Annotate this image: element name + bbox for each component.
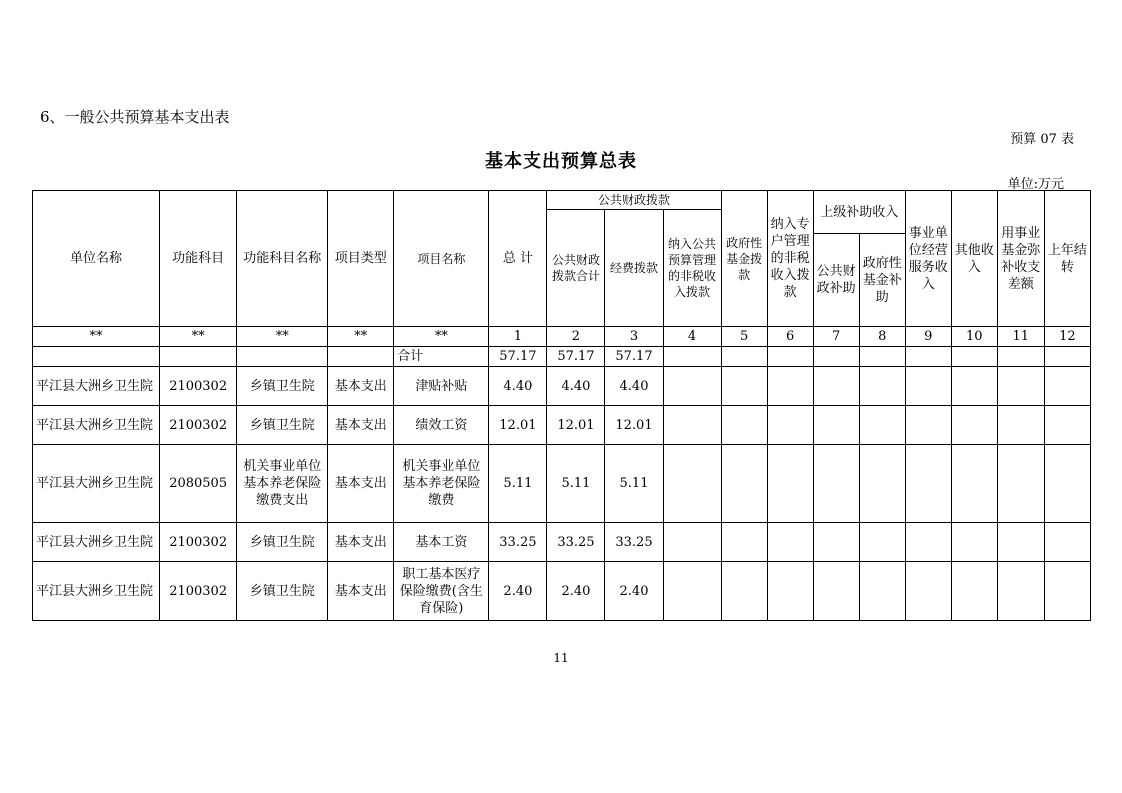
total-funds: 57.17 xyxy=(605,347,663,367)
row-subtotal: 12.01 xyxy=(547,406,605,445)
total-subtotal: 57.17 xyxy=(547,347,605,367)
index-cell: 11 xyxy=(997,327,1044,347)
index-cell: 1 xyxy=(489,327,547,347)
index-cell: ** xyxy=(237,327,328,347)
row-subtotal: 5.11 xyxy=(547,445,605,523)
row-type: 基本支出 xyxy=(328,562,394,621)
col-total: 总 计 xyxy=(489,191,547,327)
col-non-tax-public: 纳入公共预算管理的非税收入拨款 xyxy=(663,210,721,327)
index-cell: 8 xyxy=(859,327,905,347)
index-cell: 6 xyxy=(767,327,813,347)
row-name: 津贴补贴 xyxy=(394,367,489,406)
budget-table xyxy=(32,190,1091,621)
col-item-type: 项目类型 xyxy=(328,191,394,327)
row-total: 5.11 xyxy=(489,445,547,523)
row-name: 机关事业单位基本养老保险缴费 xyxy=(394,445,489,523)
row-name: 职工基本医疗保险缴费(含生育保险) xyxy=(394,562,489,621)
row-funds: 4.40 xyxy=(605,367,663,406)
row-unit: 平江县大洲乡卫生院 xyxy=(33,523,160,562)
col-func-name: 功能科目名称 xyxy=(237,191,328,327)
col-operating-funds: 经费拨款 xyxy=(605,210,663,327)
form-number: 预算 07 表 xyxy=(1010,132,1074,147)
row-total: 33.25 xyxy=(489,523,547,562)
row-func: 机关事业单位基本养老保险缴费支出 xyxy=(237,445,328,523)
col-fund-balance: 用事业基金弥补收支差额 xyxy=(997,191,1044,327)
index-cell: ** xyxy=(33,327,160,347)
index-cell: 12 xyxy=(1044,327,1090,347)
total-value: 57.17 xyxy=(489,347,547,367)
total-label: 合计 xyxy=(394,347,489,367)
row-unit: 平江县大洲乡卫生院 xyxy=(33,445,160,523)
header-row-1 xyxy=(33,191,1091,210)
row-name: 绩效工资 xyxy=(394,406,489,445)
col-superior-gov-fund: 政府性基金补助 xyxy=(859,234,905,327)
index-cell: ** xyxy=(160,327,237,347)
row-name: 基本工资 xyxy=(394,523,489,562)
index-row xyxy=(33,327,1091,347)
col-gov-fund: 政府性基金拨款 xyxy=(721,191,767,327)
col-public-finance-subtotal: 公共财政拨款合计 xyxy=(547,210,605,327)
row-func: 乡镇卫生院 xyxy=(237,367,328,406)
row-subtotal: 4.40 xyxy=(547,367,605,406)
col-item-name: 项目名称 xyxy=(394,191,489,327)
table-row xyxy=(33,445,1091,523)
table-row xyxy=(33,367,1091,406)
row-funds: 5.11 xyxy=(605,445,663,523)
total-row xyxy=(33,347,1091,367)
col-carryover: 上年结转 xyxy=(1044,191,1090,327)
index-cell: 9 xyxy=(905,327,951,347)
row-subtotal: 33.25 xyxy=(547,523,605,562)
row-total: 4.40 xyxy=(489,367,547,406)
col-func-code: 功能科目 xyxy=(160,191,237,327)
index-cell: 2 xyxy=(547,327,605,347)
index-cell: 7 xyxy=(813,327,859,347)
col-unit-name: 单位名称 xyxy=(33,191,160,327)
index-cell: 4 xyxy=(663,327,721,347)
row-subtotal: 2.40 xyxy=(547,562,605,621)
section-heading: 6、一般公共预算基本支出表 xyxy=(40,108,230,126)
row-func: 乡镇卫生院 xyxy=(237,562,328,621)
col-other-income: 其他收入 xyxy=(951,191,997,327)
row-func: 乡镇卫生院 xyxy=(237,406,328,445)
col-non-tax-special: 纳入专户管理的非税收入拨款 xyxy=(767,191,813,327)
row-type: 基本支出 xyxy=(328,445,394,523)
row-unit: 平江县大洲乡卫生院 xyxy=(33,562,160,621)
table-title: 基本支出预算总表 xyxy=(485,151,637,172)
page-number: 11 xyxy=(553,651,569,665)
row-type: 基本支出 xyxy=(328,406,394,445)
row-funds: 12.01 xyxy=(605,406,663,445)
row-funds: 2.40 xyxy=(605,562,663,621)
index-cell: ** xyxy=(328,327,394,347)
row-code: 2100302 xyxy=(160,367,237,406)
row-code: 2100302 xyxy=(160,406,237,445)
row-type: 基本支出 xyxy=(328,367,394,406)
col-business-income: 事业单位经营服务收入 xyxy=(905,191,951,327)
table-row xyxy=(33,406,1091,445)
index-cell: 3 xyxy=(605,327,663,347)
index-cell: 10 xyxy=(951,327,997,347)
col-superior-subsidy: 上级补助收入 xyxy=(813,191,905,234)
table-row xyxy=(33,562,1091,621)
table-row xyxy=(33,523,1091,562)
row-code: 2080505 xyxy=(160,445,237,523)
index-cell: 5 xyxy=(721,327,767,347)
col-superior-public: 公共财政补助 xyxy=(813,234,859,327)
row-total: 12.01 xyxy=(489,406,547,445)
row-code: 2100302 xyxy=(160,562,237,621)
row-func: 乡镇卫生院 xyxy=(237,523,328,562)
row-unit: 平江县大洲乡卫生院 xyxy=(33,367,160,406)
row-code: 2100302 xyxy=(160,523,237,562)
row-funds: 33.25 xyxy=(605,523,663,562)
row-unit: 平江县大洲乡卫生院 xyxy=(33,406,160,445)
row-type: 基本支出 xyxy=(328,523,394,562)
index-cell: ** xyxy=(394,327,489,347)
unit-label: 单位:万元 xyxy=(1007,177,1064,192)
row-total: 2.40 xyxy=(489,562,547,621)
col-public-finance: 公共财政拨款 xyxy=(547,191,721,210)
